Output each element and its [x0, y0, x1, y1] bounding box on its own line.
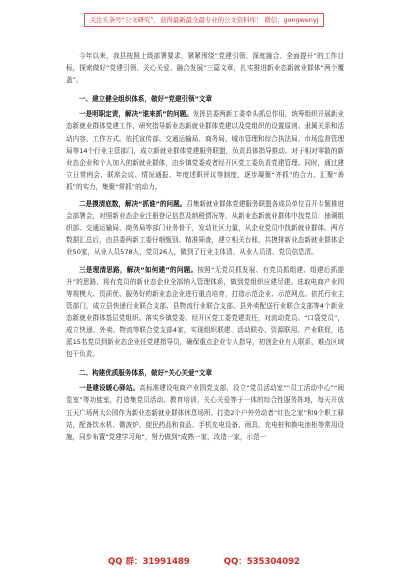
section-2-item-1-text: 高标准建设电商产业园党支部，设立“党员活动室”“员工活动中心”“阅览室”等功能室，打造集党员活动、教育培训、关心关爱等于一体的综合性服务阵地，每天开放五天广场两大公园作为新业态新就业群体休息场所。打造2个户外劳动者“红色之家”和9个职工驿站，配备饮水机、微波炉、便民药品和食品、手机充电设备、雨具、充电桩和换电池柜等常用设施，同步布置“党建学习角”，努力做到“成熟一家，改造一家，示范一	[66, 384, 344, 441]
section-2-item-1-title: 一是建设暖心驿站。	[79, 384, 140, 393]
intro-paragraph: 今年以来，我县按照上级部署要求，紧紧围绕“党建引领、深度融合、全面提升”的工作目标，探索做好“党建引领、关心关爱、融合发展”三篇文章，扎实推进新业态新就业群体“两个覆盖”。	[66, 52, 344, 85]
footer-qq-group: QQ 群：31991489	[108, 557, 190, 567]
section-1-item-2-title: 二是摸清底数，解决“抓谁”的问题。	[79, 200, 187, 209]
section-1-item-3	[66, 264, 344, 361]
footer-qq: QQ：535304092	[223, 557, 300, 567]
section-1-item-3-title: 三是理清思路，解决“如何建”的问题。	[79, 265, 198, 274]
header-banner	[0, 6, 408, 34]
banner-text: 关注头条号“公文研究”，获得最新最全最专业的公文资料库！ 微信：gongwenyj	[84, 13, 325, 27]
document-body	[66, 50, 344, 443]
footer	[0, 555, 408, 567]
section-1-item-3-text: 按照“无党员抓发展、有党员抓组建、组建后抓提升”的思路，将有党员的新业态企业全部纳入管理体系，做到党组织应建尽建。选取电商产业园等规模大、资质优、服务好的新业态企业进行重点培育，打造示范企业、示范网点。依托行业主管部门，成立县快递行业联合支部、县物流行业联合支部、县外卖配送行业联合支部等4个新业态新就业群体基层党组织。落实乡镇党委、经开区党工委党建责任，对流动党员、“口袋党员”，成立快递、外卖、物流等联合党支部4家，实现组织联建、活动联办、资源联用、产业联促，选派15名党员到新业态企业任党建指导员，确保重点企业专人指导，初创企业有人联系，难点区域包干负责。	[66, 265, 344, 359]
section-1-item-1-title: 一是明职定责，解决“谁来抓”的问题。	[79, 110, 193, 119]
section-1-item-1	[66, 108, 344, 193]
section-1-item-2-text: 召集新就业群体党建服务联盟各成员单位召开专题推进会部署会，对照新业态企业注册登记信息及纳税情况等，从新业态新就业群体中找党员：抽调组织部、交通运输局、商务局等部门业务骨干，发动社区力量，从企业党员中找新就业群体。两方数据汇总后，由县委两新工委仔细甄别、精准筛查，建立相关台账，共摸排新业态新就业群体企业50家，从业人员578人，党员26人，做到了行业主体清、从业人员清、党员信息清。	[66, 200, 344, 257]
section-1-item-1-text: 发挥县委两新工委牵头抓总作用，统筹组织开展新业态新就业群体党建工作，研究指导新业态新就业群体党建以及党组织的设置原则、隶属关系和活动内容、工作方式。依托宣传部、交通运输局、商务局、城市管理和综合执法局、市场监督管理局等14个行业主管部门，成立新就业群体党建服务联盟，负责具体指导推动。对于相对零散的新业态企业和个人加入的新就业群体，由乡镇党委或者经开区党工委负责党建管理。同时，通过建立日常例会、联席会议、情况通报、年度述职评议等制度，逐步凝聚“齐抓”的合力、汇聚“善抓”的实力，集聚“常抓”的动力。	[66, 110, 345, 191]
section-1-heading: 一、建立健全组织体系，做好“党建引领”文章	[79, 95, 212, 104]
section-2-item-1	[66, 382, 344, 442]
section-1-item-2	[66, 198, 344, 258]
section-2-heading: 二、构建优质服务体系，做好“关心关爱”文章	[79, 369, 212, 378]
